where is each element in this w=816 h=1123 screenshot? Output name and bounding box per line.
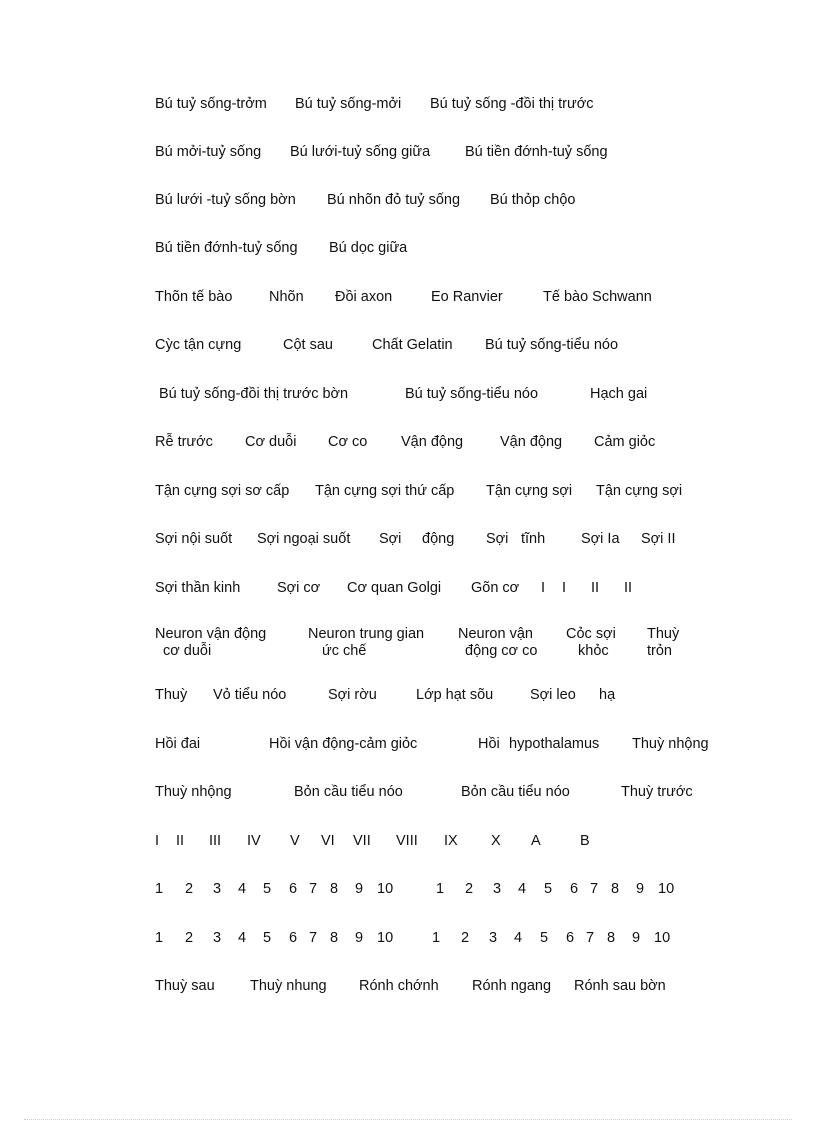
label: 8 [330, 930, 339, 946]
label: Eo Ranvier [431, 289, 503, 305]
label: hypothalamus [509, 736, 600, 752]
label: 2 [185, 881, 194, 897]
label: trỏn [647, 643, 672, 659]
label: Hồi đai [155, 736, 201, 752]
label: Cột sau [283, 337, 333, 353]
label: 8 [330, 881, 339, 897]
label: 7 [586, 930, 595, 946]
label: Bú dọc giữa [329, 240, 408, 256]
label: Bú tiền đớnh-tuỷ sống [465, 144, 608, 160]
label: 4 [238, 930, 247, 946]
label: Thuỳ nhộng [155, 784, 232, 800]
label: Bỏn cầu tiểu nóo [461, 784, 570, 800]
label: Sợi cơ [277, 580, 321, 596]
label: 8 [611, 881, 620, 897]
label: Cơ duỗi [245, 434, 297, 450]
label: V [290, 833, 300, 849]
label: 3 [489, 930, 498, 946]
label: Tận cựng sợi [596, 483, 683, 499]
label: Thõn tế bào [155, 289, 233, 305]
label: 9 [355, 881, 364, 897]
label: Neuron vận [458, 626, 533, 642]
label: động cơ co [465, 643, 538, 659]
label: II [176, 833, 185, 849]
label: Sợi leo [530, 687, 576, 703]
label: Cỳc tận cựng [155, 337, 242, 353]
label: 5 [263, 881, 272, 897]
label: Rónh sau bờn [574, 978, 666, 994]
label: 3 [213, 881, 222, 897]
label: Cơ quan Golgi [347, 580, 442, 596]
label: 4 [514, 930, 523, 946]
label: Thuỳ sau [155, 978, 215, 994]
label: Bú mởi-tuỷ sống [155, 144, 262, 160]
label: Bú nhõn đỏ tuỷ sống [327, 192, 461, 208]
label: 10 [377, 881, 394, 897]
label: Tận cựng sợi sơ cấp [155, 483, 290, 499]
label: Sợi [379, 531, 402, 547]
label: Thuỳ trước [621, 784, 693, 800]
label: Bú lưới -tuỷ sống bờn [155, 192, 296, 208]
label: Cơ co [328, 434, 368, 450]
label: Sợi rờu [328, 687, 377, 703]
label: 2 [185, 930, 194, 946]
label: Thuỳ [647, 626, 680, 642]
label: Sợi thần kinh [155, 580, 241, 596]
label: Thuỳ nhung [250, 978, 327, 994]
label: 8 [607, 930, 616, 946]
label: 10 [654, 930, 671, 946]
label: Bú tuỷ sống-mởi [295, 96, 402, 112]
label: IV [247, 833, 261, 849]
label: 1 [155, 930, 164, 946]
label: Rónh ngang [472, 978, 552, 994]
label: 4 [518, 881, 527, 897]
label: khỏc [578, 643, 609, 659]
label: ức chế [322, 643, 367, 659]
label: Nhõn [269, 289, 304, 305]
label: 2 [461, 930, 470, 946]
label: Rễ trước [155, 434, 213, 450]
label: Bú tuỷ sống-đồi thị trước bờn [159, 386, 349, 402]
label: VIII [396, 833, 418, 849]
label: 6 [570, 881, 579, 897]
label: VII [353, 833, 371, 849]
label: 5 [263, 930, 272, 946]
label: Vỏ tiểu nóo [213, 687, 287, 703]
label: 4 [238, 881, 247, 897]
label: VI [321, 833, 335, 849]
label: Tận cựng sợi thứ cấp [315, 483, 455, 499]
label: Sợi [486, 531, 509, 547]
label: cơ duỗi [163, 643, 212, 659]
label: Cảm giỏc [594, 434, 656, 450]
label: 1 [432, 930, 441, 946]
label: 9 [636, 881, 645, 897]
label: Hồi [478, 736, 500, 752]
label: Sợi ngoại suốt [257, 531, 351, 547]
label: Bú tuỷ sống -đồi thị trước [430, 96, 594, 112]
label: 7 [309, 930, 318, 946]
label: 5 [540, 930, 549, 946]
label: IX [444, 833, 458, 849]
label: Hồi vận động-cảm giỏc [269, 736, 418, 752]
label: Lớp hạt sõu [416, 687, 494, 703]
label: 3 [213, 930, 222, 946]
label: Gõn cơ [471, 580, 520, 596]
label: II [624, 580, 633, 596]
label: Rónh chớnh [359, 978, 439, 994]
label: I [562, 580, 567, 596]
label: 5 [544, 881, 553, 897]
label: Bú tuỷ sống-tiểu nóo [485, 337, 619, 353]
page-bottom-rule [24, 1119, 792, 1120]
label: 7 [309, 881, 318, 897]
label: động [422, 531, 455, 547]
label: 3 [493, 881, 502, 897]
label: X [491, 833, 501, 849]
label: III [209, 833, 222, 849]
label: 7 [590, 881, 599, 897]
label: 6 [566, 930, 575, 946]
label: hạ [599, 687, 616, 703]
label: Tế bào Schwann [543, 289, 652, 305]
label: 10 [377, 930, 394, 946]
label: Bú thỏp chộo [490, 192, 576, 208]
label: 6 [289, 881, 298, 897]
label: A [531, 833, 541, 849]
label: Chất Gelatin [372, 337, 453, 353]
label: Bú tiền đớnh-tuỷ sống [155, 240, 298, 256]
label: Vận động [500, 434, 563, 450]
label: Thuỳ nhộng [632, 736, 709, 752]
label: 2 [465, 881, 474, 897]
label: 9 [632, 930, 641, 946]
label: Sợi Ia [581, 531, 620, 547]
label: 10 [658, 881, 675, 897]
label: Sợi nội suốt [155, 531, 233, 547]
label: Bú tuỷ sống-tiểu nóo [405, 386, 539, 402]
label: 1 [155, 881, 164, 897]
label: Bú lưới-tuỷ sống giữa [290, 144, 431, 160]
label: II [591, 580, 600, 596]
label: Bú tuỷ sống-trởm [155, 96, 267, 112]
label: tĩnh [521, 531, 546, 547]
label: Vận động [401, 434, 464, 450]
label: Đồi axon [335, 289, 393, 305]
label: I [155, 833, 160, 849]
label: Sợi II [641, 531, 676, 547]
label: Cỏc sợi [566, 626, 616, 642]
label: Hạch gai [590, 386, 648, 402]
label: Tận cựng sợi [486, 483, 573, 499]
label: Thuỳ [155, 687, 188, 703]
label: 9 [355, 930, 364, 946]
label: Neuron vận động [155, 626, 267, 642]
label: 6 [289, 930, 298, 946]
label: Bỏn cầu tiểu nóo [294, 784, 403, 800]
label: 1 [436, 881, 445, 897]
label: I [541, 580, 546, 596]
label: Neuron trung gian [308, 626, 425, 642]
label: B [580, 833, 590, 849]
